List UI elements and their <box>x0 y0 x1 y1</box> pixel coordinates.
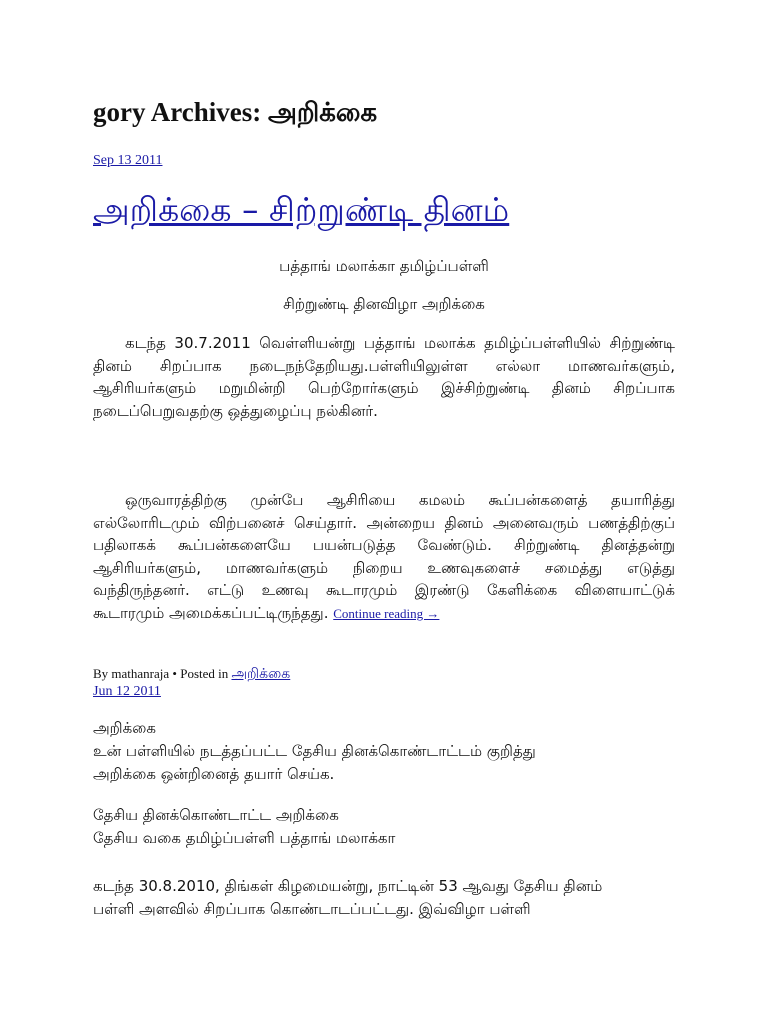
post2-line-4: தேசிய தினக்கொண்டாட்ட அறிக்கை <box>93 806 339 824</box>
post-paragraph-1: கடந்த 30.7.2011 வெள்ளியன்று பத்தாங் மலாக்க தமிழ்ப்பள்ளியில் சிற்றுண்டி தினம் சிறப்பாக நடைநந்தேறியது.பள்ளியிலுள்ள எல்லா மாணவர்களும், ஆசிரியர்களும் மறுமின்றி பெற்றோர்களும் இச்சிற்றுண்டி தினம் சிறப்பாக நடைப்பெறுவதற்கு ஒத்துழைப்பு நல்கினர். <box>93 334 675 420</box>
post2-date-link[interactable]: Jun 12 2011 <box>93 684 161 699</box>
post-author: By mathanraja • Posted in <box>93 666 229 681</box>
continue-reading-link[interactable]: Continue reading → <box>333 605 440 621</box>
post2-line-6: கடந்த 30.8.2010, திங்கள் கிழமையன்று, நாட்டின் 53 ஆவது தேசிய தினம் <box>93 877 603 895</box>
post2-line-1: அறிக்கை <box>93 719 156 737</box>
post-paragraph-2 <box>93 489 675 625</box>
post2-line-5: தேசிய வகை தமிழ்ப்பள்ளி பத்தாங் மலாக்கா <box>93 829 396 847</box>
post2-block-3 <box>93 875 693 921</box>
archive-prefix: gory Archives: <box>93 97 262 127</box>
post-date-link[interactable]: Sep 13 2011 <box>93 153 163 168</box>
post-title-link[interactable]: அறிக்கை – சிற்றுண்டி தினம் <box>93 190 510 229</box>
post2-line-2: உன் பள்ளியில் நடத்தப்பட்ட தேசிய தினக்கொண்டாட்டம் குறித்து <box>93 742 536 760</box>
archive-heading <box>93 97 377 131</box>
post-meta <box>93 664 290 684</box>
post2-block-2 <box>93 804 693 850</box>
school-name: பத்தாங் மலாக்கா தமிழ்ப்பள்ளி <box>279 257 489 275</box>
report-title: சிற்றுண்டி தினவிழா அறிக்கை <box>283 295 485 313</box>
post2-line-7: பள்ளி அளவில் சிறப்பாக கொண்டாடப்பட்டது. இவ்விழா பள்ளி <box>93 900 531 918</box>
post-paragraph-2-text: ஒருவாரத்திற்கு முன்பே ஆசிரியை கமலம் கூப்பன்களைத் தயாரித்து எல்லோரிடமும் விற்பனைச் செய்தார். அன்றைய தினம் அனைவரும் பணத்திற்குப் பதிலாகக் கூப்பன்களையே பயன்படுத்த வேண்டும். சிற்றுண்டி தினத்தன்று ஆசிரியர்களும், மாணவர்களும் நிறைய உணவுகளைச் சமைத்து எடுத்து வந்திருந்தனர். எட்டு உணவு கூடாரமும் இரண்டு கேளிக்கை விளையாட்டுக் கூடாரமும் அமைக்கப்பட்டிருந்தது. <box>93 491 675 622</box>
post-category-link[interactable]: அறிக்கை <box>231 666 291 682</box>
post2-line-3: அறிக்கை ஒன்றினைத் தயார் செய்க. <box>93 765 335 783</box>
archive-category: அறிக்கை <box>267 98 378 128</box>
post2-block-1 <box>93 717 693 786</box>
